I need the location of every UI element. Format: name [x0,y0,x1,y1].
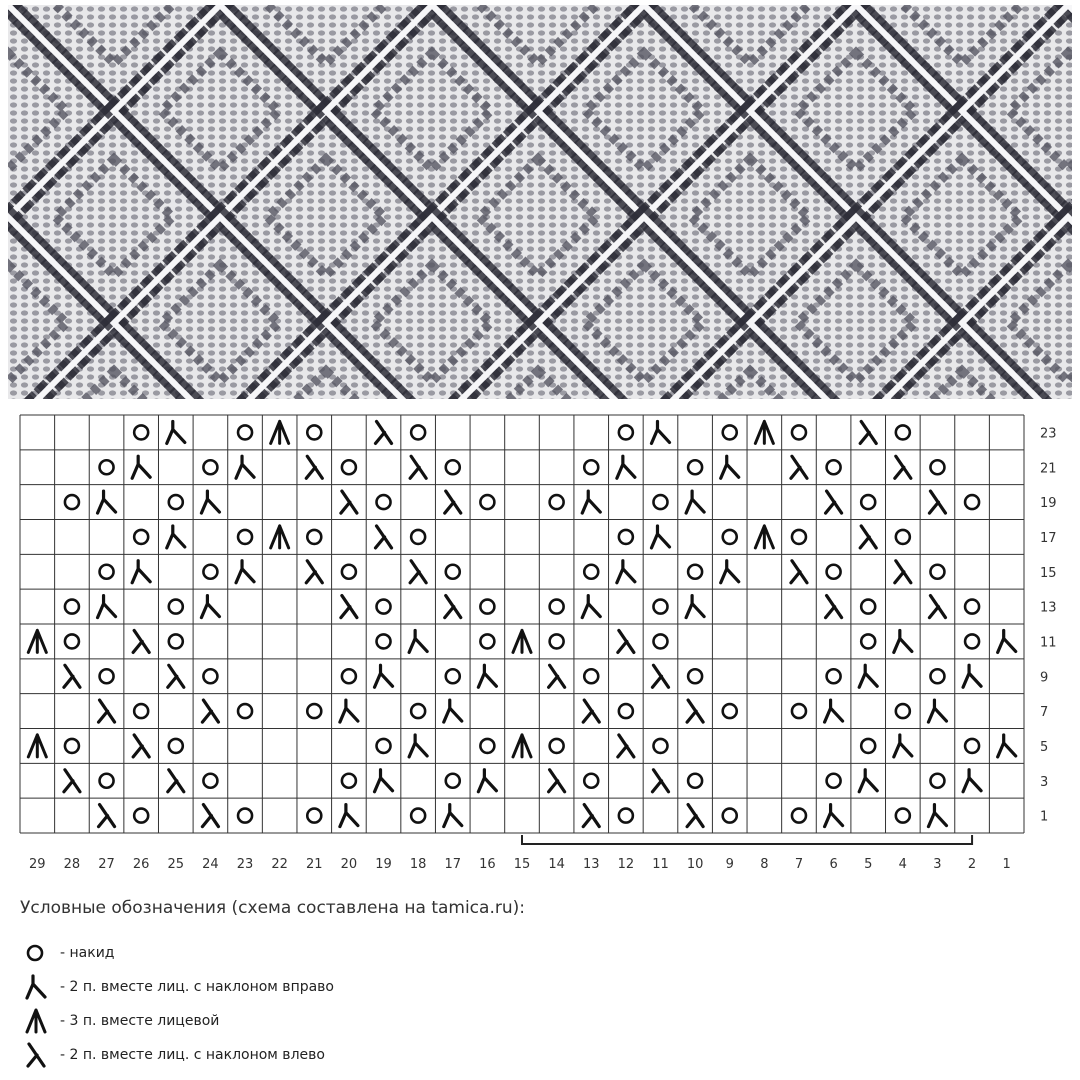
k2tog-right-icon [236,561,254,583]
stitch-number-label: 9 [725,857,734,872]
stitch-number-label: 5 [864,857,873,872]
yarn-over-icon [896,809,910,823]
yarn-over-icon [203,669,217,683]
yarn-over-icon [480,739,494,753]
yarn-over-icon [134,530,148,544]
yarn-over-icon [100,669,114,683]
yarn-over-icon [203,460,217,474]
yarn-over-icon [827,460,841,474]
k3tog-icon [513,735,531,757]
row-number-label: 3 [1040,774,1049,790]
k2tog-left-icon [202,805,218,827]
k2tog-left-icon [445,491,461,513]
k2tog-right-icon [409,735,427,757]
yarn-over-icon [100,774,114,788]
k2tog-right-icon [859,665,877,687]
yarn-over-icon [411,530,425,544]
row-number-label: 19 [1040,496,1057,512]
k2tog-left-icon [20,1040,56,1070]
k2tog-right-icon [825,700,843,722]
repeat-bracket [522,835,972,844]
yarn-over-icon [965,634,979,648]
yarn-over-icon [446,669,460,683]
k2tog-left-icon [895,456,911,478]
yarn-over-icon [619,704,633,718]
k2tog-right-icon [651,421,669,443]
yarn-over-icon [307,809,321,823]
yarn-over-icon [65,600,79,614]
stitch-number-label: 18 [409,857,427,872]
k2tog-left-icon [168,665,184,687]
k3tog-icon [271,421,289,443]
legend-item [20,938,114,968]
yarn-over-icon [584,669,598,683]
stitch-number-label: 10 [686,857,704,872]
k2tog-right-icon [375,665,393,687]
k2tog-left-icon [618,630,634,652]
stitch-number-label: 27 [98,857,115,872]
stitch-number-label: 28 [63,857,81,872]
yarn-over-icon [480,634,494,648]
legend-item [20,972,334,1002]
k2tog-left-icon [341,596,357,618]
stitch-number-label: 3 [933,857,942,872]
k2tog-left-icon [687,805,703,827]
yarn-over-icon [861,739,875,753]
k2tog-right-icon [963,770,981,792]
k2tog-right-icon [132,561,150,583]
stitch-number-label: 29 [29,857,46,872]
k2tog-left-icon [99,700,115,722]
yarn-over-icon [550,600,564,614]
k3tog-icon [755,526,773,548]
yarn-over-icon [723,704,737,718]
yarn-over-icon [688,565,702,579]
yarn-over-icon [723,530,737,544]
lace-knit-photo [8,5,1072,399]
legend-title: Условные обозначения (схема составлена на tamica.ru): [20,898,525,918]
yarn-over-icon [827,565,841,579]
yarn-over-icon [584,460,598,474]
stitch-number-label: 25 [167,857,185,872]
yarn-over-icon [930,774,944,788]
k2tog-left-icon [202,700,218,722]
yarn-over-icon [792,809,806,823]
yarn-over-icon [307,425,321,439]
yarn-over-icon [861,495,875,509]
k2tog-left-icon [791,456,807,478]
yarn-over-icon [930,565,944,579]
k2tog-left-icon [376,526,392,548]
k2tog-right-icon [686,491,704,513]
k2tog-left-icon [306,456,322,478]
yarn-over-icon [480,600,494,614]
k2tog-right-icon [859,770,877,792]
legend-item-text: - 2 п. вместе лиц. с наклоном влево [60,1047,325,1063]
yarn-over-icon [827,774,841,788]
yarn-over-icon [896,530,910,544]
yarn-over-icon [342,565,356,579]
stitch-number-label: 22 [271,857,288,872]
yarn-over-icon [619,425,633,439]
stitch-number-label: 13 [582,857,600,872]
k2tog-left-icon [64,665,80,687]
k2tog-right-icon [825,805,843,827]
k2tog-right-icon [686,596,704,618]
yarn-over-icon [134,425,148,439]
k2tog-right-icon [20,972,56,1002]
row-number-label: 5 [1040,739,1049,755]
yarn-over-icon [861,634,875,648]
k2tog-right-icon [132,456,150,478]
yarn-over-icon [723,425,737,439]
k2tog-left-icon [168,770,184,792]
k2tog-right-icon [617,456,635,478]
k2tog-right-icon [582,596,600,618]
k3tog-icon [513,630,531,652]
stitch-number-label: 19 [375,857,392,872]
row-number-label: 17 [1040,530,1057,546]
yarn-over-icon [203,565,217,579]
yarn-over-icon [965,600,979,614]
yarn-over-icon [653,739,667,753]
k2tog-right-icon [478,770,496,792]
k2tog-right-icon [894,735,912,757]
k2tog-left-icon [583,805,599,827]
stitch-number-label: 21 [306,857,323,872]
row-number-label: 23 [1040,426,1057,442]
k3tog-icon [755,421,773,443]
k2tog-right-icon [444,700,462,722]
stitch-number-label: 23 [236,857,254,872]
yarn-over-icon [377,739,391,753]
yarn-over-icon [896,704,910,718]
stitch-number-label: 4 [898,857,907,872]
k2tog-left-icon [929,491,945,513]
stitch-number-label: 1 [1002,857,1011,872]
row-number-label: 9 [1040,670,1049,686]
k2tog-right-icon [340,700,358,722]
k2tog-right-icon [998,735,1016,757]
legend-item-text: - 2 п. вместе лиц. с наклоном вправо [60,979,334,995]
k2tog-left-icon [652,665,668,687]
yarn-over-icon [100,565,114,579]
yarn-over-icon [342,460,356,474]
yarn-over-icon [550,739,564,753]
yarn-over-icon [792,704,806,718]
yarn-over-icon [65,634,79,648]
k2tog-left-icon [860,421,876,443]
k2tog-right-icon [998,630,1016,652]
yarn-over-icon [480,495,494,509]
yarn-over-icon [134,704,148,718]
row-number-labels [1040,426,1057,824]
k2tog-right-icon [201,491,219,513]
stitch-number-label: 6 [829,857,838,872]
row-number-label: 15 [1040,565,1057,581]
k2tog-right-icon [651,526,669,548]
k2tog-left-icon [583,700,599,722]
row-number-label: 13 [1040,600,1057,616]
stitch-number-label: 15 [513,857,531,872]
k2tog-right-icon [98,491,116,513]
k2tog-right-icon [617,561,635,583]
yarn-over-icon [238,425,252,439]
legend-item [20,1040,325,1070]
stitch-number-label: 11 [652,857,669,872]
stitch-number-label: 17 [444,857,462,872]
legend-item-text: - накид [60,945,115,961]
k2tog-left-icon [826,596,842,618]
yarn-over-icon [584,565,598,579]
k2tog-left-icon [410,561,426,583]
k2tog-right-icon [894,630,912,652]
yarn-over-icon [965,739,979,753]
k2tog-left-icon [549,770,565,792]
yarn-over-icon [169,634,183,648]
yarn-over-icon [446,565,460,579]
yarn-over-icon [342,669,356,683]
k2tog-right-icon [444,805,462,827]
yarn-over-icon [307,530,321,544]
k2tog-left-icon [376,421,392,443]
k2tog-left-icon [410,456,426,478]
yarn-over-icon [377,600,391,614]
k2tog-left-icon [445,596,461,618]
k2tog-right-icon [478,665,496,687]
yarn-over-icon [550,634,564,648]
k2tog-left-icon [99,805,115,827]
k2tog-left-icon [652,770,668,792]
row-number-label: 11 [1040,635,1057,651]
stitch-number-label: 7 [794,857,804,872]
k2tog-left-icon [826,491,842,513]
k2tog-left-icon [687,700,703,722]
yarn-over-icon [792,530,806,544]
k2tog-right-icon [167,421,185,443]
yarn-over-icon [411,704,425,718]
yarn-over-icon [238,809,252,823]
k2tog-left-icon [64,770,80,792]
k2tog-right-icon [721,456,739,478]
yarn-over-icon [653,634,667,648]
k2tog-right-icon [928,805,946,827]
yarn-over-icon [930,460,944,474]
yarn-over-icon [827,669,841,683]
k2tog-right-icon [236,456,254,478]
yarn-over-icon [169,739,183,753]
k2tog-right-icon [963,665,981,687]
yarn-over-icon [377,495,391,509]
k2tog-left-icon [791,561,807,583]
k2tog-left-icon [549,665,565,687]
k3tog-icon [28,630,46,652]
yarn-over-icon [688,669,702,683]
k3tog-icon [28,735,46,757]
k2tog-left-icon [133,630,149,652]
yarn-over-icon [688,774,702,788]
row-number-label: 21 [1040,461,1057,477]
yarn-over-icon [20,938,56,968]
k3tog-icon [20,1006,56,1036]
stitch-number-label: 26 [132,857,150,872]
stitch-number-label: 14 [548,857,565,872]
legend-item-text: - 3 п. вместе лицевой [60,1013,220,1029]
stitch-number-label: 12 [617,857,635,872]
yarn-over-icon [653,600,667,614]
yarn-over-icon [169,600,183,614]
yarn-over-icon [896,425,910,439]
yarn-over-icon [723,809,737,823]
yarn-over-icon [861,600,875,614]
k2tog-right-icon [582,491,600,513]
row-number-label: 1 [1040,809,1049,825]
stitch-number-label: 24 [202,857,219,872]
yarn-over-icon [65,495,79,509]
k2tog-left-icon [860,526,876,548]
k2tog-right-icon [167,526,185,548]
stitch-number-label: 8 [760,857,769,872]
yarn-over-icon [100,460,114,474]
yarn-over-icon [619,809,633,823]
yarn-over-icon [965,495,979,509]
k2tog-right-icon [201,596,219,618]
k2tog-left-icon [133,735,149,757]
k2tog-right-icon [340,805,358,827]
k2tog-right-icon [375,770,393,792]
yarn-over-icon [238,530,252,544]
yarn-over-icon [930,669,944,683]
legend-item [20,1006,219,1036]
yarn-over-icon [446,460,460,474]
k2tog-left-icon [306,561,322,583]
yarn-over-icon [342,774,356,788]
yarn-over-icon [411,425,425,439]
k2tog-left-icon [618,735,634,757]
stitch-number-labels [29,857,1011,872]
stitch-number-label: 2 [967,857,977,872]
k2tog-right-icon [409,630,427,652]
stitch-number-label: 16 [479,857,496,872]
stitch-number-label: 20 [340,857,358,872]
yarn-over-icon [584,774,598,788]
yarn-over-icon [203,774,217,788]
k3tog-icon [271,526,289,548]
k2tog-left-icon [895,561,911,583]
row-number-label: 7 [1040,705,1049,721]
yarn-over-icon [653,495,667,509]
yarn-over-icon [411,809,425,823]
yarn-over-icon [619,530,633,544]
k2tog-left-icon [341,491,357,513]
k2tog-right-icon [721,561,739,583]
yarn-over-icon [688,460,702,474]
yarn-over-icon [792,425,806,439]
yarn-over-icon [377,634,391,648]
yarn-over-icon [550,495,564,509]
yarn-over-icon [307,704,321,718]
k2tog-right-icon [98,596,116,618]
k2tog-right-icon [928,700,946,722]
yarn-over-icon [65,739,79,753]
yarn-over-icon [238,704,252,718]
knitting-chart [0,405,1080,885]
yarn-over-icon [169,495,183,509]
k2tog-left-icon [929,596,945,618]
yarn-over-icon [446,774,460,788]
yarn-over-icon [134,809,148,823]
